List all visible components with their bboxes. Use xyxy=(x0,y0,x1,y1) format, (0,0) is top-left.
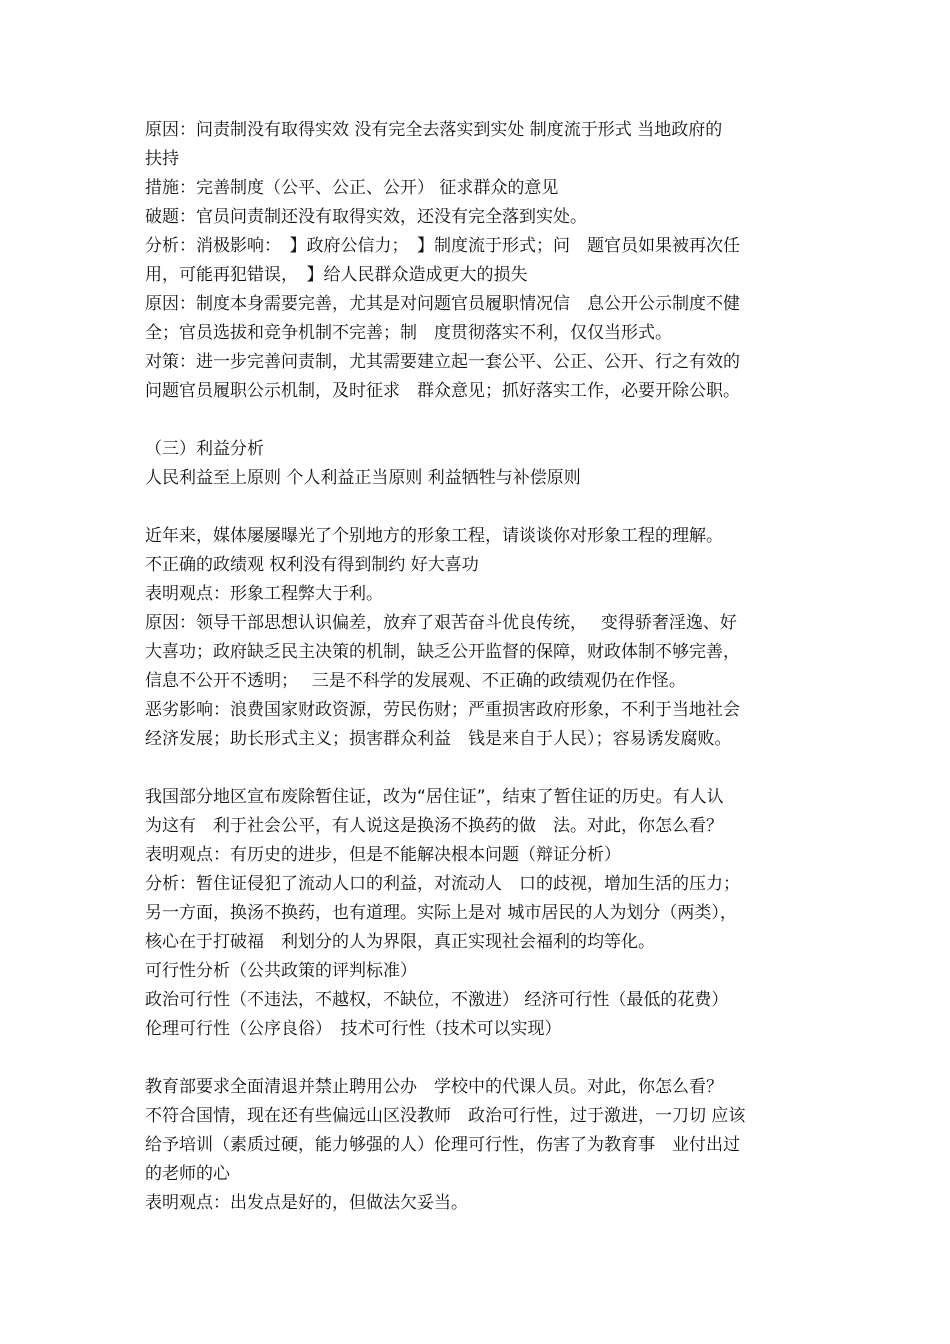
text-line: 问题官员履职公示机制，及时征求 群众意见；抓好落实工作，必要开除公职。 xyxy=(145,381,740,401)
text-line: 表明观点：出发点是好的，但做法欠妥当。 xyxy=(145,1193,468,1213)
text-line: 不符合国情，现在还有些偏远山区没教师 政治可行性，过于激进，一刀切 应该 xyxy=(145,1106,746,1126)
text-line: 措施：完善制度（公平、公正、公开） 征求群众的意见 xyxy=(145,178,559,198)
text-line: 我国部分地区宣布废除暂住证，改为“居住证”，结束了暂住证的历史。有人认 xyxy=(145,787,724,807)
blank-line xyxy=(145,493,810,522)
text-line: 近年来，媒体屡屡曝光了个别地方的形象工程，请谈谈你对形象工程的理解。 xyxy=(145,526,723,546)
text-line: 教育部要求全面清退并禁止聘用公办 学校中的代课人员。对此，你怎么看？ xyxy=(145,1077,723,1097)
text-line: 给予培训（素质过硬，能力够强的人）伦理可行性，伤害了为教育事 业付出过 xyxy=(145,1135,740,1155)
text-line: 原因：领导干部思想认识偏差，放弃了艰苦奋斗优良传统， 变得骄奢淫逸、好 xyxy=(145,613,737,633)
text-line: （三）利益分析 xyxy=(145,439,264,459)
text-line: 表明观点：形象工程弊大于利。 xyxy=(145,584,383,604)
text-line: 全；官员选拔和竞争机制不完善；制 度贯彻落实不利，仅仅当形式。 xyxy=(145,323,672,343)
text-line: 扶持 xyxy=(145,149,179,169)
text-line: 分析：暂住证侵犯了流动人口的利益，对流动人 口的歧视，增加生活的压力； xyxy=(145,874,740,894)
blank-line xyxy=(145,1044,810,1073)
text-line: 不正确的政绩观 权利没有得到制约 好大喜功 xyxy=(145,555,479,575)
text-line: 破题：官员问责制还没有取得实效，还没有完全落到实处。 xyxy=(145,207,587,227)
text-line: 大喜功；政府缺乏民主决策的机制，缺乏公开监督的保障，财政体制不够完善， xyxy=(145,642,740,662)
text-line: 原因：问责制没有取得实效 没有完全去落实到实处 制度流于形式 当地政府的 xyxy=(145,120,723,140)
text-line: 表明观点：有历史的进步，但是不能解决根本问题（辩证分析） xyxy=(145,845,621,865)
text-line: 原因：制度本身需要完善，尤其是对问题官员履职情况信 息公开公示制度不健 xyxy=(145,294,740,314)
text-line: 分析：消极影响： 】政府公信力； 】制度流于形式；问 题官员如果被再次任 xyxy=(145,236,740,256)
text-line: 为这有 利于社会公平，有人说这是换汤不换药的做 法。对此，你怎么看？ xyxy=(145,816,723,836)
text-line: 恶劣影响：浪费国家财政资源，劳民伤财；严重损害政府形象，不利于当地社会 xyxy=(145,700,740,720)
blank-line xyxy=(145,406,810,435)
text-line: 政治可行性（不违法，不越权，不缺位，不激进） 经济可行性（最低的花费） xyxy=(145,990,729,1010)
text-line: 信息不公开不透明； 三是不科学的发展观、不正确的政绩观仍在作怪。 xyxy=(145,671,686,691)
text-line: 人民利益至上原则 个人利益正当原则 利益牺牲与补偿原则 xyxy=(145,468,581,488)
text-line: 核心在于打破福 利划分的人为界限，真正实现社会福利的均等化。 xyxy=(145,932,655,952)
document-body xyxy=(145,116,810,1218)
text-line: 可行性分析（公共政策的评判标准） xyxy=(145,961,417,981)
text-line: 伦理可行性（公序良俗） 技术可行性（技术可以实现） xyxy=(145,1019,562,1039)
text-line: 对策：进一步完善问责制，尤其需要建立起一套公平、公正、公开、行之有效的 xyxy=(145,352,740,372)
text-line: 另一方面，换汤不换药，也有道理。实际上是对 城市居民的人为划分（两类）， xyxy=(145,903,737,923)
text-line: 经济发展；助长形式主义；损害群众利益 钱是来自于人民）；容易诱发腐败。 xyxy=(145,729,732,749)
text-line: 的老师的心 xyxy=(145,1164,230,1184)
text-line: 用，可能再犯错误， 】给人民群众造成更大的损失 xyxy=(145,265,528,285)
blank-line xyxy=(145,754,810,783)
